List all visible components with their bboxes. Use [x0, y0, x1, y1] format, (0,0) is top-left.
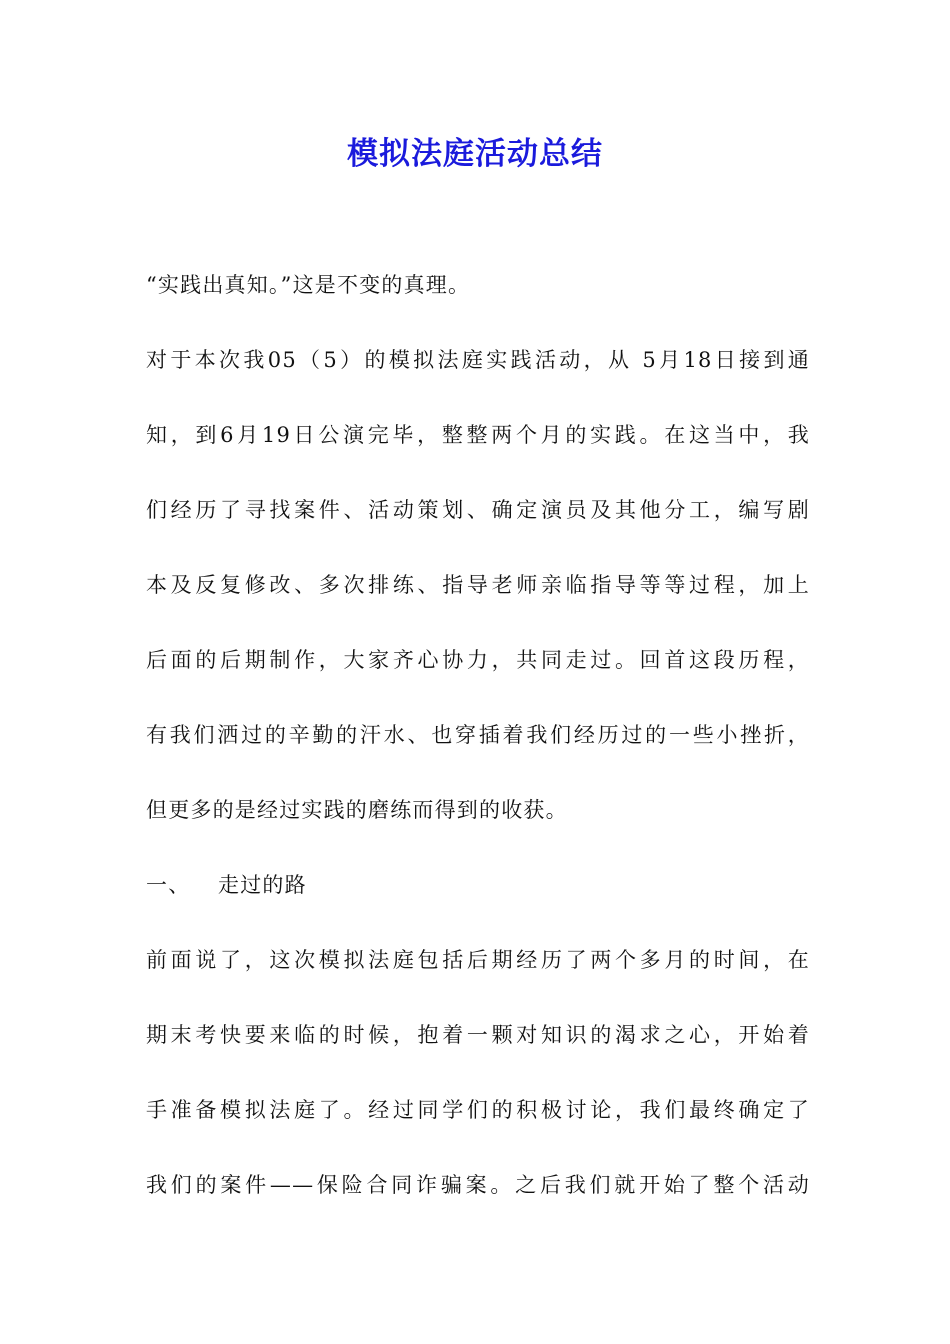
paragraph-line: 有我们洒过的辛勤的汗水、也穿插着我们经历过的一些小挫折， — [146, 723, 810, 747]
section-number: 一、 — [146, 873, 191, 897]
paragraph-line: 知，到6月19日公演完毕，整整两个月的实践。在这当中，我 — [146, 423, 810, 447]
document-title: 模拟法庭活动总结 — [347, 136, 603, 172]
paragraph-line: “实践出真知。”这是不变的真理。 — [146, 273, 471, 297]
paragraph-line: 我们的案件——保险合同诈骗案。之后我们就开始了整个活动 — [146, 1173, 810, 1197]
paragraph-line: 后面的后期制作，大家齐心协力，共同走过。回首这段历程， — [146, 648, 810, 672]
section-heading — [146, 863, 810, 938]
paragraph-line: 期末考快要来临的时候，抱着一颗对知识的渴求之心，开始着 — [146, 1023, 810, 1047]
paragraph-line: 本及反复修改、多次排练、指导老师亲临指导等等过程，加上 — [146, 573, 810, 597]
section-heading-text: 走过的路 — [218, 873, 307, 897]
paragraph-line: 前面说了，这次模拟法庭包括后期经历了两个多月的时间，在 — [146, 948, 810, 972]
paragraph-line: 们经历了寻找案件、活动策划、确定演员及其他分工，编写剧 — [146, 498, 810, 522]
document-body — [146, 263, 810, 1238]
paragraph-line: 手准备模拟法庭了。经过同学们的积极讨论，我们最终确定了 — [146, 1098, 810, 1122]
paragraph-line: 但更多的是经过实践的磨练而得到的收获。 — [146, 798, 568, 822]
paragraph-line: 对于本次我05（5）的模拟法庭实践活动，从 5月18日接到通 — [146, 348, 810, 372]
